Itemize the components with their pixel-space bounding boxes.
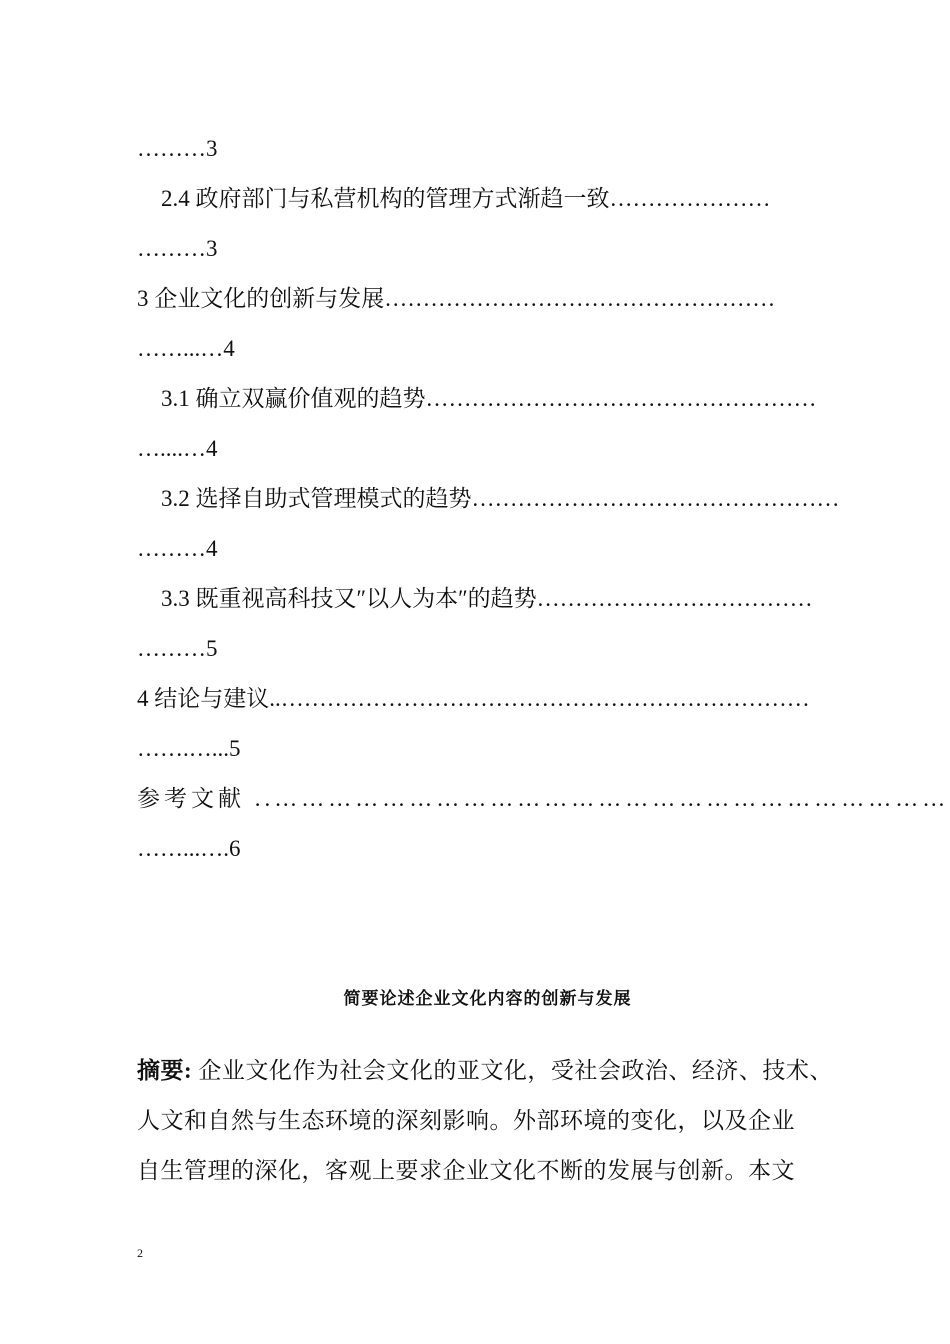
toc-line-page-ref: ……...….6 [137,836,241,861]
toc-line-page-ref: ………4 [137,536,218,561]
toc-line-page-ref: ……...…4 [137,336,235,361]
abstract-line-1 [137,1056,833,1086]
abstract-text: 企业文化作为社会文化的亚文化，受社会政治、经济、技术、 [192,1058,833,1083]
toc-entry-2-4: 2.4 政府部门与私营机构的管理方式渐趋一致………………… [161,186,771,211]
abstract-line-3: 自生管理的深化，客观上要求企业文化不断的发展与创新。本文 [137,1158,795,1183]
abstract-line-2: 人文和自然与生态环境的深刻影响。外部环境的变化，以及企业 [137,1108,795,1133]
toc-line-page-ref: ………5 [137,636,218,661]
document-title: 简要论述企业文化内容的创新与发展 [343,989,632,1009]
toc-line-page-ref: …….…...5 [137,736,241,761]
toc-entry-3: 3 企业文化的创新与发展…………………………………………… [137,286,776,311]
abstract-label: 摘要: [137,1058,193,1083]
toc-entry-3-1: 3.1 确立双赢价值观的趋势…………………………………………… [161,386,817,411]
toc-entry-3-3: 3.3 既重视高科技又″以人为本″的趋势……………………………… [161,586,813,611]
toc-entry-4: 4 结论与建议..…………………………………………………………… [137,686,810,711]
toc-line-page-ref: …....…4 [137,436,218,461]
page-number: 2 [137,1246,143,1260]
toc-entry-references: 参考文献 ..………………………………………………………………… [137,786,950,811]
toc-line-page-ref: ………3 [137,236,218,261]
toc-entry-3-2: 3.2 选择自助式管理模式的趋势………………………………………… [161,486,840,511]
toc-line-page-ref: ………3 [137,136,218,161]
